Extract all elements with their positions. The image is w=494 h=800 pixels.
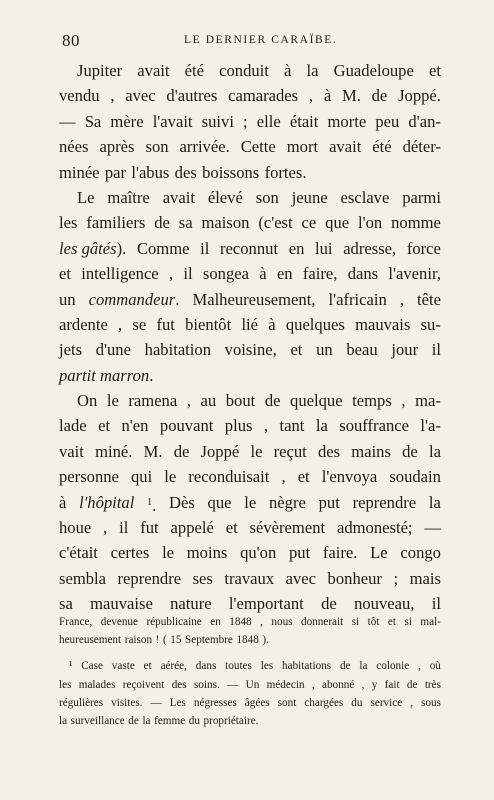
word: Septembre [185,634,233,647]
footnotes [59,613,441,730]
page-number: 80 [62,31,80,50]
word: sa [59,594,73,614]
word: avec [125,86,156,106]
word: abonné [321,678,355,691]
word: de [264,391,281,411]
word: la [59,714,68,727]
word: le [162,543,175,563]
word: adresse, [343,238,397,258]
running-title: LE DERNIER CARAÏBE. [184,34,338,46]
word: après [99,137,135,157]
word: Sa [84,111,102,131]
word: , [401,391,406,411]
word: , [311,678,315,691]
text-line [59,413,441,438]
word: travaux [224,568,275,588]
word: de [154,213,170,233]
word: fut [156,314,175,334]
text-line [59,236,441,261]
word: avait [162,187,195,207]
word: dans [195,660,217,673]
word: reçut [273,441,307,461]
word: régulières [59,696,104,709]
word: chargées [304,696,344,709]
word: à [259,264,267,284]
word: M. [143,441,163,461]
word: ce [301,213,317,233]
word: mauvaise [90,594,153,614]
word: médecin [266,678,305,691]
word: temps [352,391,392,411]
text-line [59,337,441,362]
word: lié [241,314,259,334]
word: peu [375,111,400,131]
word: boissons [202,162,260,182]
word: âgées [244,696,270,709]
page-header [62,31,444,51]
word: vaste [111,660,135,673]
word: vait [59,441,84,461]
word: et [297,467,310,487]
word: et [387,616,396,628]
word: , [281,467,286,487]
word: reconnut [220,238,279,258]
word: , [110,86,115,106]
footnote-marker: 1. [147,495,157,515]
body-text [59,58,441,617]
word: heureusement [59,634,122,647]
word: si [351,616,360,628]
word: habitations [282,660,332,673]
word: du [351,696,363,709]
word: de [339,660,351,673]
word: et [98,416,111,436]
word: lui [315,238,333,258]
word: bonheur [327,568,382,588]
word: beau [346,340,378,360]
word: la [428,441,441,461]
word: et [290,340,303,360]
word: tôt [367,616,380,628]
text-line [59,566,441,591]
word: ma- [415,391,441,411]
word: en [288,238,305,258]
word: mort [286,137,319,157]
word: Les [169,696,186,709]
word: put [288,543,311,563]
word: , [168,264,174,284]
word: intelligence [81,264,159,284]
word: Joppé. [398,86,441,106]
word: Guadeloupe [333,61,414,80]
text-line [59,312,441,337]
word: républicaine [146,616,202,628]
word: songea [202,264,249,284]
word: houe [59,518,92,538]
word: son [145,137,169,157]
text-line [59,185,441,210]
word: miné. [95,441,133,461]
word: Joppé [200,441,240,461]
text-line [59,694,441,712]
word: en [210,616,221,628]
word: malades [78,678,116,691]
word: — [227,678,239,691]
word: maison [201,213,250,233]
word: 15 [170,634,182,647]
word: soins. [193,678,220,691]
word: nature [170,594,212,614]
word: l'on [358,213,383,233]
word: habitation [144,340,211,360]
word: — [424,518,441,538]
word: l'emportant [228,594,304,614]
word: jeune [291,187,328,207]
text-line [59,540,441,565]
word: avait [329,137,362,157]
word: l'avait [152,111,193,131]
word: des [317,441,341,461]
word: maître [107,187,150,207]
word: arrivée. [179,137,230,157]
word: parmi [402,187,441,207]
word: il [431,594,441,614]
word: le [106,391,119,411]
word: qui [130,467,153,487]
text-line [59,631,441,649]
word: au [200,391,217,411]
word: pouvant [159,416,214,436]
word: à [323,86,332,106]
word: du [188,714,200,727]
word: en [276,264,293,284]
word: tant [279,416,305,436]
word: Le [77,187,95,207]
word: mains [351,441,391,461]
word: n'en [121,416,149,436]
word: très [424,678,441,691]
word: raison [124,634,153,647]
word: mauvais [355,314,411,334]
word: avec [285,568,317,588]
word: force [406,238,441,258]
word: qu'on [240,543,277,563]
word: reprendre [352,492,417,512]
word: l'a- [420,416,441,436]
word: quelques [285,314,345,334]
word: vendu [59,86,100,106]
word: sa [178,213,193,233]
word: que [325,213,350,233]
word: reprendre [117,568,182,588]
word: Malheureusement, [192,289,316,309]
word: su- [420,314,441,334]
word: la [306,61,319,80]
word: fortes. [264,162,307,182]
text-line [59,210,441,235]
word: , [410,696,413,709]
word: nègre [268,492,306,512]
word: de [402,441,418,461]
word: sous [421,696,441,709]
word: , [260,616,263,628]
text-line [59,287,441,312]
word: des [171,678,187,691]
word: France, [59,616,93,628]
word: , [186,391,191,411]
word: surveillance [70,714,125,727]
word: et [59,264,71,284]
word: c'était [59,543,98,563]
word: , [263,416,269,436]
word: esclave [340,187,390,207]
word: conduit [219,61,269,80]
word: fut [140,518,159,538]
word: dans [347,264,379,284]
word: aérée, [160,660,187,673]
word: tête [417,289,441,309]
word: le [244,492,257,512]
word: des [174,162,197,182]
word: femme [154,714,186,727]
word: 1848 [236,634,259,647]
word: familiers [86,213,146,233]
word: ses [192,568,213,588]
word: toutes [225,660,252,673]
word: l'africain [328,289,387,309]
word: personne [59,467,119,487]
word: colonie [376,660,410,673]
text-line [59,363,441,388]
word: devenue [100,616,138,628]
word: ! [155,634,160,647]
word: d'autres [166,86,218,106]
word: mal- [420,616,441,628]
word: propriétaire. [203,714,259,727]
word: de [128,714,139,727]
word: à [268,314,276,334]
word: de [173,441,190,461]
word: avait [137,61,170,80]
text-line [59,160,441,185]
word: de [371,86,388,106]
word: l'avenir, [388,264,441,284]
word: put [318,492,340,512]
word: M. [341,86,361,106]
word: visites. [111,696,143,709]
text-line [59,134,441,159]
word: négresses [193,696,237,709]
word: suivi [201,111,234,131]
text-line [59,657,441,675]
word: voisine, [224,340,277,360]
word: était [289,111,319,131]
word: morte [327,111,367,131]
word: la [428,492,441,512]
word: Cette [240,137,276,157]
word: et [428,61,441,80]
word: et [225,518,238,538]
word: 1848 [229,616,252,628]
word: ). [262,634,269,647]
word: — [59,111,76,131]
word: , [361,678,365,691]
word: sembla [59,568,107,588]
word: On [77,391,98,411]
word: moins [186,543,228,563]
word: lade [59,416,87,436]
word: d'une [95,340,131,360]
word: , [399,289,404,309]
word: Jupiter [77,61,123,80]
word: faire. [322,543,358,563]
word: de [406,678,418,691]
word: donnerait [300,616,344,628]
word: minée [59,162,100,182]
word: ramena [128,391,178,411]
text-line [59,109,441,134]
text-line [59,58,441,83]
word: la [142,714,151,727]
word: camarades [228,86,299,106]
word: il [200,238,210,258]
word: y [371,678,378,691]
word: le [164,467,177,487]
word: , [308,86,314,106]
word: il [431,340,441,360]
word: ; [393,568,399,588]
word: fait [384,678,400,691]
word: à [59,492,67,512]
word: faire, [302,264,338,284]
word: soudain [389,467,441,487]
word: nées [59,137,89,157]
text-line [59,490,441,515]
word: l'envoya [321,467,378,487]
text-line [59,515,441,540]
word: il [119,518,129,538]
word: que [207,492,232,512]
text-line [59,261,441,286]
word: élevé [207,187,243,207]
word: service [370,696,403,709]
italic-word: l'hôpital [79,492,135,512]
text-line [59,712,441,730]
word: déter- [402,137,441,157]
text-line [59,83,441,108]
word: nomme [391,213,441,233]
word: sont [277,696,297,709]
word: , [418,660,421,673]
word: Le [370,543,388,563]
word: et [143,660,152,673]
text-line [59,388,441,413]
word: elle [256,111,281,131]
word: le [250,441,263,461]
word: à [284,61,292,80]
word: nous [271,616,293,628]
text-line [59,613,441,631]
word: les [59,678,72,691]
word: bout [225,391,256,411]
text-line [59,464,441,489]
word: un [59,289,76,309]
word: mais [409,568,441,588]
word: (c'est [258,213,293,233]
word: ; [243,111,248,131]
word: mère [110,111,144,131]
word: par [104,162,127,182]
word: d'an- [408,111,441,131]
word: les [260,660,274,673]
word: quelque [290,391,343,411]
word: Comme [136,238,190,258]
word: se [132,314,147,334]
word: ( [162,634,167,647]
word: jour [391,340,419,360]
block-gap [59,649,441,657]
word: ardente [59,314,108,334]
word: un [316,340,333,360]
word: sévèrement [249,518,326,538]
word: Case [81,660,103,673]
word: — [150,696,162,709]
word: jets [59,340,83,360]
word: plus [224,416,253,436]
word: certes [110,543,150,563]
word: si [404,616,412,628]
word: les [59,213,78,233]
word: nouveau, [354,594,415,614]
word: de [321,594,337,614]
word: son [255,187,279,207]
word: Dès [168,492,195,512]
text-line [59,676,441,694]
word: la [315,416,328,436]
word: , [118,314,123,334]
word: il [183,264,193,284]
word: appelé [170,518,214,538]
word: où [429,660,441,673]
word: Un [245,678,260,691]
word: congo [400,543,441,563]
word: l'abus [131,162,170,182]
word: reconduisait [188,467,270,487]
word: souffrance [339,416,409,436]
word: bientôt [185,314,232,334]
word: été [372,137,392,157]
italic-word: les gâtés). [59,238,127,258]
word: reçoivent [122,678,165,691]
word: été [184,61,205,80]
italic-word: commandeur. [88,289,180,309]
italic-word: partit marron. [59,365,154,385]
word: , [103,518,108,538]
word: ¹ [69,660,73,673]
word: admonesté; [336,518,413,538]
text-line [59,439,441,464]
word: la [359,660,368,673]
